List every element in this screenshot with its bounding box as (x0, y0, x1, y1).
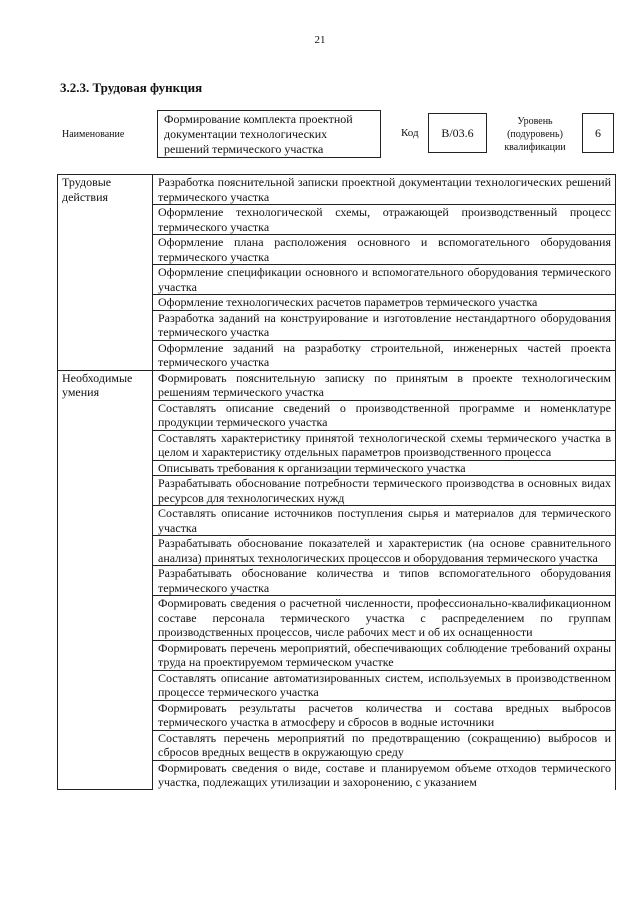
table-cell: Разрабатывать обоснование количества и типов вспомогательного оборудования термического участка (153, 566, 616, 596)
table-row (58, 370, 616, 400)
table-cell: Разрабатывать обоснование показателей и характеристик (на основе сравнительного анализа) принятых технологических процессов и оборудования термического участка (153, 536, 616, 566)
name-label: Наименование (62, 129, 125, 140)
code-label: Код (401, 127, 419, 139)
qualification-level-box: 6 (582, 113, 614, 153)
function-name-box: Формирование комплекта проектной документации технологических решений термического участка (157, 110, 381, 158)
table-cell: Формировать сведения о виде, составе и планируемом объеме отходов термического участка, подлежащих утилизации и захоронению, с указанием (153, 760, 616, 790)
table-cell: Формировать сведения о расчетной численности, профессионально-квалификационном составе персонала термического участка с распределением по группам производственных процессов, числе рабочих мест и об их оснащенности (153, 596, 616, 641)
table-cell: Разработка заданий на конструирование и изготовление нестандартного оборудования термического участка (153, 310, 616, 340)
table-cell: Разработка пояснительной записки проектной документации технологических решений термического участка (153, 175, 616, 205)
table-cell: Формировать результаты расчетов количества и состава вредных выбросов термического участка в атмосферу и сбросов в водные источники (153, 700, 616, 730)
table-cell: Оформление плана расположения основного и вспомогательного оборудования термического участка (153, 235, 616, 265)
table-cell: Оформление технологической схемы, отражающей производственный процесс термического участка (153, 205, 616, 235)
table-cell: Формировать пояснительную записку по принятым в проекте технологическим решениям термического участка (153, 370, 616, 400)
labor-actions-label: Трудовые действия (58, 175, 153, 371)
table-cell: Оформление спецификации основного и вспомогательного оборудования термического участка (153, 265, 616, 295)
required-skills-label: Необходимые умения (58, 370, 153, 790)
table-cell: Описывать требования к организации термического участка (153, 460, 616, 476)
page-number: 21 (314, 34, 326, 46)
table-cell: Составлять описание сведений о производственной программе и номенклатуре продукции термического участка (153, 400, 616, 430)
table-cell: Разрабатывать обоснование потребности термического производства в основных видах ресурсов для технологических нужд (153, 476, 616, 506)
table-cell: Оформление технологических расчетов параметров термического участка (153, 295, 616, 311)
table-cell: Составлять перечень мероприятий по предотвращению (сокращению) выбросов и сбросов вредных веществ в окружающую среду (153, 730, 616, 760)
section-title: 3.2.3. Трудовая функция (60, 80, 203, 95)
qualification-level-label: Уровень (подуровень) квалификации (504, 116, 566, 153)
table-cell: Составлять описание источников поступления сырья и материалов для термического участка (153, 506, 616, 536)
table-cell: Оформление заданий на разработку строительной, инженерных частей проекта термического участка (153, 340, 616, 370)
table-cell: Формировать перечень мероприятий, обеспечивающих соблюдение требований охраны труда на проектируемом термическом участке (153, 640, 616, 670)
function-code-box: B/03.6 (428, 113, 487, 153)
table-row (58, 175, 616, 205)
function-details-table (57, 174, 616, 790)
table-cell: Составлять характеристику принятой технологической схемы термического участка в целом и характеристику отдельных параметров производственного процесса (153, 430, 616, 460)
table-cell: Составлять описание автоматизированных систем, используемых в производственном процессе термического участка (153, 670, 616, 700)
